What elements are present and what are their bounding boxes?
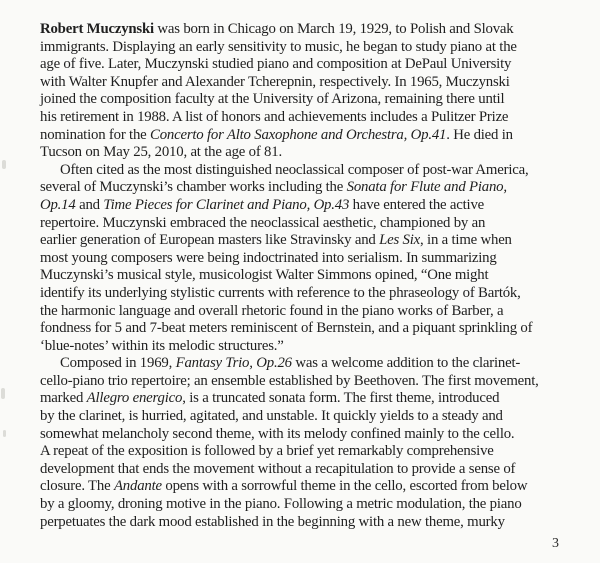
italic-text: Op.14	[40, 196, 76, 213]
body-text: cello-piano trio repertoire; an ensemble established by Beethoven. The first movement,	[40, 372, 539, 389]
text-line	[40, 56, 585, 74]
body-text: , in a time when	[420, 232, 512, 249]
body-text: with Walter Knupfer and Alexander Tcherepnin, respectively. In 1965, Muczynski	[40, 73, 510, 90]
body-text: earlier generation of European masters like Stravinsky and	[40, 232, 380, 249]
body-text: immigrants. Displaying an early sensitivity to music, he began to study piano at the	[40, 38, 517, 55]
text-line	[40, 21, 585, 39]
text-line	[40, 162, 585, 180]
text-line	[40, 355, 585, 373]
text-line	[40, 478, 585, 496]
body-text: Muczynski’s musical style, musicologist Walter Simmons opined, “One might	[40, 267, 489, 284]
text-line	[40, 320, 585, 338]
body-text: and	[75, 196, 104, 213]
italic-text: Allegro energico	[86, 390, 183, 407]
text-line	[40, 179, 585, 197]
body-text: several of Muczynski’s chamber works including the	[40, 179, 347, 196]
text-line	[40, 285, 585, 303]
italic-text: Time Pieces for Clarinet and Piano, Op.43	[103, 196, 350, 213]
page-text	[40, 21, 585, 531]
body-text: Composed in 1969,	[60, 355, 176, 372]
scan-artifact	[1, 388, 5, 399]
bold-text: Robert Muczynski	[40, 21, 154, 37]
body-text: closure. The	[40, 478, 114, 495]
body-text: . He died in	[446, 126, 513, 143]
italic-text: Andante	[113, 478, 162, 495]
text-line	[40, 91, 585, 109]
scan-artifact	[2, 160, 6, 169]
italic-text: Concerto for Alto Saxophone and Orchestra, Op.41	[150, 126, 447, 143]
italic-text: Sonata for Flute and Piano,	[346, 179, 507, 196]
page-number: 3	[552, 536, 559, 551]
body-text: age of five. Later, Muczynski studied piano and composition at DePaul University	[40, 56, 512, 73]
text-line	[40, 127, 585, 145]
text-line	[40, 514, 585, 532]
text-line	[40, 232, 585, 250]
italic-text: Les Six	[379, 232, 421, 249]
text-line	[40, 443, 585, 461]
text-line	[40, 144, 585, 162]
text-line	[40, 373, 585, 391]
body-text: A repeat of the exposition is followed by a brief yet remarkably comprehensive	[40, 443, 494, 460]
text-line	[40, 303, 585, 321]
body-text: , is a truncated sonata form. The first theme, introduced	[182, 390, 500, 407]
body-text: identify its underlying stylistic currents with reference to the phraseology of Bartók,	[40, 284, 521, 301]
text-line	[40, 496, 585, 514]
body-text: by a gloomy, droning motive in the piano. Following a metric modulation, the piano	[40, 496, 522, 513]
body-text: perpetuates the dark mood established in the beginning with a new theme, murky	[40, 513, 505, 530]
italic-text: Fantasy Trio, Op.26	[175, 355, 292, 372]
text-line	[40, 390, 585, 408]
body-text: nomination for the	[40, 126, 151, 143]
body-text: by the clarinet, is hurried, agitated, and unstable. It quickly yields to a steady and	[40, 408, 503, 425]
body-text: marked	[40, 390, 87, 407]
body-text: his retirement in 1988. A list of honors and achievements includes a Pulitzer Prize	[40, 108, 509, 125]
body-text: was a welcome addition to the clarinet-	[291, 355, 521, 372]
scan-artifact	[3, 430, 6, 437]
text-line	[40, 109, 585, 127]
body-text: somewhat melancholy second theme, with its melody confined mainly to the cello.	[40, 425, 515, 442]
body-text: ‘blue-notes’ within its melodic structures.”	[40, 337, 284, 354]
body-text: joined the composition faculty at the University of Arizona, remaining there until	[40, 91, 505, 108]
body-text: development that ends the movement without a recapitulation to provide a sense of	[40, 460, 516, 477]
text-line	[40, 408, 585, 426]
text-line	[40, 197, 585, 215]
text-line	[40, 338, 585, 356]
body-text: Often cited as the most distinguished neoclassical composer of post-war America,	[60, 161, 529, 178]
body-text: have entered the active	[349, 196, 485, 213]
body-text: repertoire. Muczynski embraced the neoclassical aesthetic, championed by an	[40, 214, 486, 231]
body-text: most young composers were being indoctrinated into serialism. In summarizing	[40, 249, 497, 266]
body-text: was born in Chicago on March 19, 1929, to Polish and Slovak	[153, 21, 514, 37]
text-line	[40, 39, 585, 57]
body-text: opens with a sorrowful theme in the cello, escorted from below	[161, 478, 528, 495]
text-line	[40, 461, 585, 479]
text-line	[40, 267, 585, 285]
body-text: Tucson on May 25, 2010, at the age of 81.	[40, 144, 282, 161]
text-line	[40, 426, 585, 444]
body-text: the harmonic language and overall rhetoric found in the piano works of Barber, a	[40, 302, 504, 319]
body-text: fondness for 5 and 7-beat meters reminiscent of Bernstein, and a piquant sprinkling of	[40, 320, 533, 337]
text-line	[40, 74, 585, 92]
text-line	[40, 215, 585, 233]
text-line	[40, 250, 585, 268]
